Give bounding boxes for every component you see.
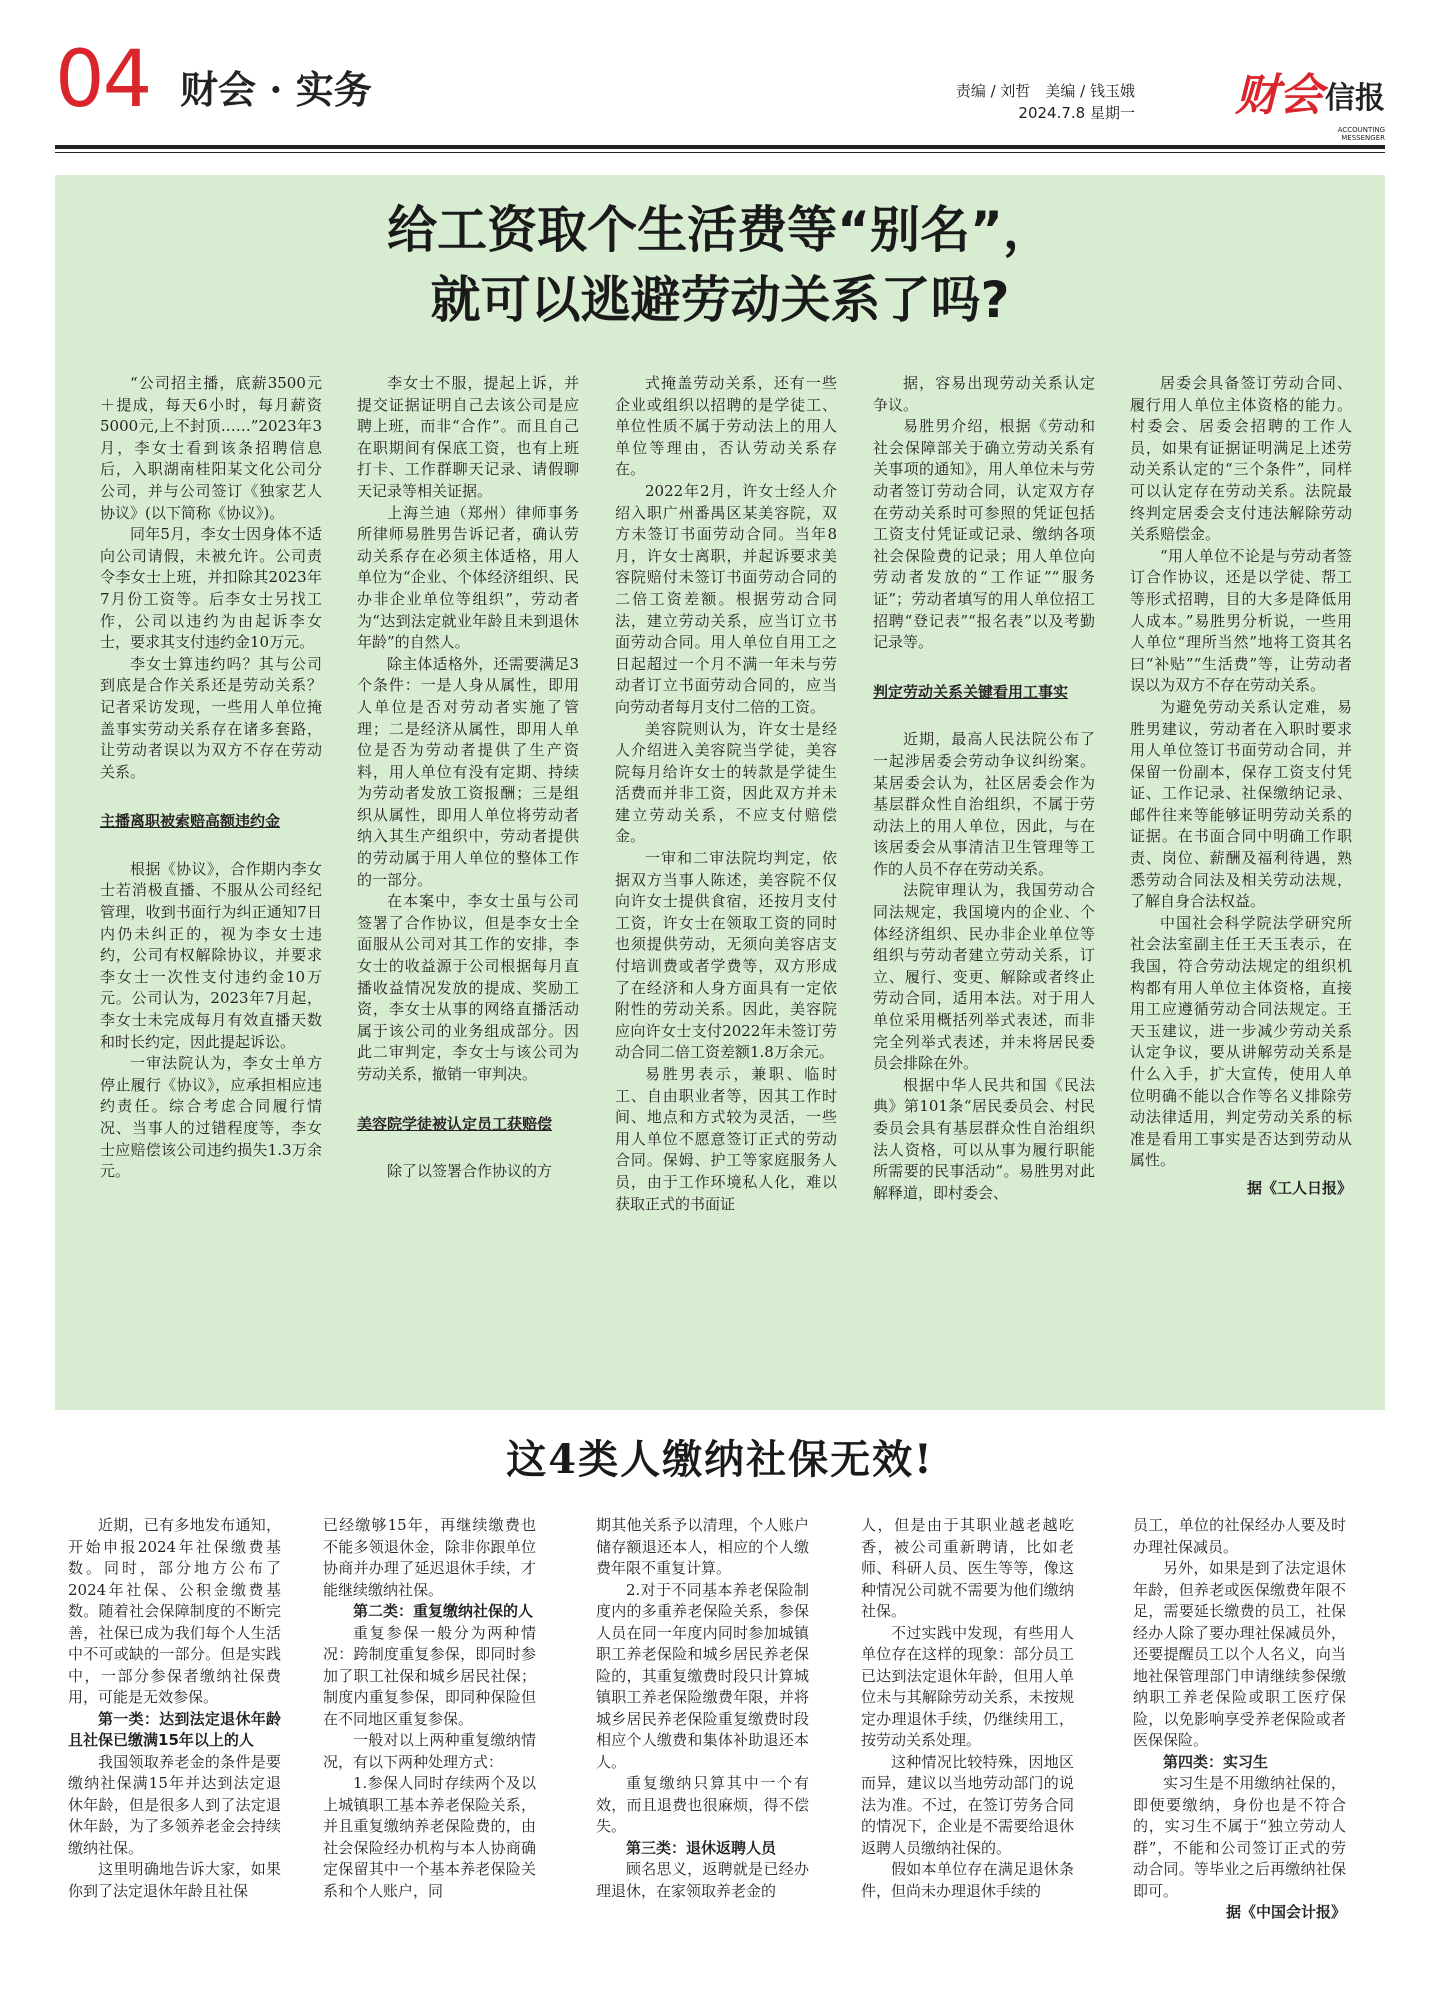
paragraph: 根据中华人民共和国《民法典》第101条“居民委员会、村民委员会具有基层群众性自治组织法人资格，可以从事为履行职能所需要的民事活动”。易胜男对此解释道，即村委会、 [873,1075,1095,1202]
story1-column-4 [873,373,1095,1204]
story1-column-1 [100,373,322,1183]
category-heading: 第三类：退休返聘人员 [626,1838,777,1857]
paragraph: 近期，最高人民法院公布了一起涉居委会劳动争议纠纷案。某居委会认为，社区居委会作为基层群众性自治组织，不属于劳动法上的用人单位，因此，与在该居委会从事清洁卫生管理等工作的人员不存在劳动关系。 [873,730,1095,878]
paragraph: 式掩盖劳动关系，还有一些企业或组织以招聘的是学徒工、单位性质不属于劳动法上的用人单位等理由，否认劳动关系存在。 [615,374,837,479]
paragraph: 易胜男表示，兼职、临时工、自由职业者等，因其工作时间、地点和方式较为灵活，一些用人单位不愿意签订正式的劳动合同。保姆、护工等家庭服务人员，由于工作环境私人化，难以获取正式的书面证 [615,1065,837,1213]
header-rule [55,145,1385,149]
paragraph: 这种情况比较特殊，因地区而异，建议以当地劳动部门的说法为准。不过，在签订劳务合同的情况下，企业是不需要给退休返聘人员缴纳社保的。 [861,1752,1074,1857]
subheading: 美容院学徒被认定员工获赔偿 [357,1114,553,1133]
subheading: 判定劳动关系关键看用工事实 [873,682,1069,701]
paragraph: 重复缴纳只算其中一个有效，而且退费也很麻烦，得不偿失。 [596,1774,809,1835]
story2-column-1 [68,1515,281,1902]
paragraph: 美容院则认为，许女士是经人介绍进入美容院当学徒，美容院每月给许女士的转款是学徒生活费而并非工资，因此双方并未建立劳动关系，不应支付赔偿金。 [615,719,837,846]
paragraph: 2022年2月，许女士经人介绍入职广州番禺区某美容院，双方未签订书面劳动合同。当年8月，许女士离职，并起诉要求美容院赔付未签订书面劳动合同的二倍工资差额。根据劳动合同法，建立劳动关系，应当订立书面劳动合同。用人单位自用工之日起超过一个月不满一年未与劳动者订立书面劳动合同的，应当向劳动者每月支付二倍的工资。 [615,481,837,716]
paragraph: 据，容易出现劳动关系认定争议。 [873,374,1095,414]
paragraph: 顾名思义，返聘就是已经办理退休，在家领取养老金的 [596,1860,809,1900]
category-heading: 第四类：实习生 [1163,1752,1269,1771]
paragraph: 李女士算违约吗？其与公司到底是合作关系还是劳动关系？记者采访发现，一些用人单位掩盖事实劳动关系存在诸多套路，让劳动者误以为双方不存在劳动关系。 [100,654,322,781]
paragraph: “用人单位不论是与劳动者签订合作协议，还是以学徒、帮工等形式招聘，目的大多是降低用人成本。”易胜男分析说，一些用人单位“理所当然”地将工资其名曰“补贴”“生活费”等，让劳动者误以为双方不存在劳动关系。 [1130,546,1352,695]
logo-red-text: 财会 [1235,70,1323,121]
story2-column-4 [861,1515,1074,1902]
paragraph: 根据《协议》，合作期内李女士若消极直播、不服从公司经纪管理，收到书面行为纠正通知7日内仍未纠正的，视为李女士违约，公司有权解除协议，并要求李女士一次性支付违约金10万元。公司认为，2023年7月起，李女士未完成每月有效直播天数和时长约定，因此提起诉讼。 [100,859,322,1051]
newspaper-logo [1235,70,1385,142]
paragraph: 为避免劳动关系认定难，易胜男建议，劳动者在入职时要求用人单位签订书面劳动合同，并保留一份副本，保存工资支付凭证、工作记录、社保缴纳记录、邮件往来等能够证明劳动关系的证据。在书面合同中明确工作职责、岗位、薪酬及福利待遇，熟悉劳动合同法及相关劳动法规，了解自身合法权益。 [1130,697,1352,911]
story1-column-5 [1130,373,1352,1200]
logo-english: ACCOUNTING MESSENGER [1337,126,1385,142]
paragraph: 易胜男介绍，根据《劳动和社会保障部关于确立劳动关系有关事项的通知》，用人单位未与劳动者签订劳动合同，认定双方存在劳动关系时可参照的凭证包括工资支付凭证或记录、缴纳各项社会保险费的记录；用人单位向劳动者发放的“工作证”“服务证”；劳动者填写的用人单位招工招聘“登记表”“报名表”以及考勤记录等。 [873,417,1095,652]
story1-column-3 [615,373,837,1215]
page-number: 04 [55,35,151,125]
header-rule-thin [55,152,1385,153]
category-heading: 第二类：重复缴纳社保的人 [353,1602,534,1620]
paragraph: 除了以签署合作协议的方 [387,1162,553,1181]
paragraph: 假如本单位存在满足退休条件，但尚未办理退休手续的 [861,1860,1074,1900]
story2-column-5 [1133,1515,1346,1924]
paragraph: 不过实践中发现，有些用人单位存在这样的现象：部分员工已达到法定退休年龄，但用人单位未与其解除劳动关系，未按规定办理退休手续，仍继续用工，按劳动关系处理。 [861,1623,1074,1749]
paragraph: 这里明确地告诉大家，如果你到了法定退休年龄且社保 [68,1860,281,1900]
story1-column-2 [357,373,579,1183]
category-heading: 第一类：达到法定退休年龄且社保已缴满15年以上的人 [68,1709,281,1749]
logo-black-text: 信报 [1325,81,1385,116]
paragraph: 人，但是由于其职业越老越吃香，被公司重新聘请，比如老师、科研人员、医生等等，像这种情况公司就不需要为他们缴纳社保。 [861,1516,1074,1620]
section-title: 财会 · 实务 [180,67,372,112]
story-labor-relations [55,175,1385,1410]
paragraph: 同年5月，李女士因身体不适向公司请假，未被允许。公司责令李女士上班，并扣除其2023年7月份工资等。后李女士另找工作，公司以违约为由起诉李女士，要求其支付违约金10万元。 [100,525,322,652]
paragraph: 除主体适格外，还需要满足3个条件：一是人身从属性，即用人单位是否对劳动者实施了管理；二是经济从属性，即用人单位是否为劳动者提供了生产资料，用人单位有没有定期、持续为劳动者发放工资报酬；三是组织从属性，即用人单位将劳动者纳入其生产组织中，劳动者提供的劳动属于用人单位的整体工作的一部分。 [357,654,579,889]
credits [956,80,1135,124]
paragraph: 已经缴够15年，再继续缴费也不能多领退休金，除非你跟单位协商并办理了延迟退休手续，才能继续缴纳社保。 [323,1516,536,1599]
paragraph: 我国领取养老金的条件是要缴纳社保满15年并达到法定退休年龄，但是很多人到了法定退休年龄，为了多领养老金会持续缴纳社保。 [68,1752,281,1857]
paragraph: 一审法院认为，李女士单方停止履行《协议》，应承担相应违约责任。综合考虑合同履行情况、当事人的过错程度等，李女士应赔偿该公司违约损失1.3万余元。 [100,1054,322,1181]
story2-body [68,1515,1388,1985]
paragraph: 期其他关系予以清理，个人账户储存额退还本人，相应的个人缴费年限不重复计算。 [596,1516,809,1577]
paragraph: 2.对于不同基本养老保险制度内的多重养老保险关系，参保人员在同一年度内同时参加城镇职工养老保险和城乡居民养老保险的，其重复缴费时段只计算城镇职工养老保险缴费年限，并将城乡居民养老保险重复缴费时段相应个人缴费和集体补助退还本人。 [596,1580,809,1771]
paragraph: 近期，已有多地发布通知，开始申报2024年社保缴费基数。同时，部分地方公布了2024年社保、公积金缴费基数。随着社会保障制度的不断完善，社保已成为我们每个人生活中不可或缺的一部分。但是实践中，一部分参保者缴纳社保费用，可能是无效参保。 [68,1516,281,1706]
story2-headline: 这4类人缴纳社保无效! [506,1436,934,1483]
paragraph: 李女士不服，提起上诉，并提交证据证明自己去该公司是应聘上班，而非“合作”。而且自己在职期间有保底工资，也有上班打卡、工作群聊天记录、请假聊天记录等相关证据。 [357,374,579,500]
paragraph: 居委会具备签订劳动合同、履行用人单位主体资格的能力。村委会、居委会招聘的工作人员，如果有证据证明满足上述劳动关系认定的“三个条件”，同样可以认定存在劳动关系。法院最终判定居委会支付违法解除劳动关系赔偿金。 [1130,374,1352,544]
paragraph: 实习生是不用缴纳社保的，即便要缴纳，身份也是不符合的，实习生不属于“独立劳动人群”，不能和公司签订正式的劳动合同。等毕业之后再缴纳社保即可。 [1133,1774,1346,1900]
editor-line: 责编 / 刘哲 美编 / 钱玉娥 [955,82,1135,100]
paragraph: 中国社会科学院法学研究所社会法室副主任王天玉表示，在我国，符合劳动法规定的组织机构都有用人单位主体资格，直接用工应遵循劳动合同法规定。王天玉建议，进一步减少劳动关系认定争议，要从讲解劳动关系是什么入手，扩大宣传，使用人单位明确不能以合作等名义排除劳动法律适用，判定劳动关系的标准是看用工事实是否达到劳动从属性。 [1130,913,1352,1170]
page-header [55,30,1385,142]
paragraph: 一审和二审法院均判定，依据双方当事人陈述，美容院不仅向许女士提供食宿，还按月支付工资，许女士在领取工资的同时也须提供劳动，无须向美容店支付培训费或者学费等，双方形成了在经济和人身方面具有一定依附性的劳动关系。因此，美容院应向许女士支付2022年未签订劳动合同二倍工资差额1.8万余元。 [615,849,837,1062]
story1-headline: 给工资取个生活费等“别名”， 就可以逃避劳动关系了吗? [387,201,1053,329]
story1-body [100,373,1385,1393]
story2-column-3 [596,1515,809,1902]
paragraph: 员工，单位的社保经办人要及时办理社保减员。 [1133,1516,1346,1556]
paragraph: 在本案中，李女士虽与公司签署了合作协议，但是李女士全面服从公司对其工作的安排，李女士的收益源于公司根据每月直播收益情况发放的提成、奖励工资，李女士从事的网络直播活动属于该公司的业务组成部分。因此二审判定，李女士与该公司为劳动关系，撤销一审判决。 [357,892,579,1083]
story1-source: 据《工人日报》 [1246,1178,1352,1197]
subheading: 主播离职被索赔高额违约金 [100,812,281,831]
paragraph: 上海兰迪（郑州）律师事务所律师易胜男告诉记者，确认劳动关系存在必须主体适格，用人单位为“企业、个体经济组织、民办非企业单位等组织”，劳动者为“达到法定就业年龄且未到退休年龄”的自然人。 [357,503,579,652]
paragraph: 1.参保人同时存续两个及以上城镇职工基本养老保险关系，并且重复缴纳养老保险费的，由社会保险经办机构与本人协商确定保留其中一个基本养老保险关系和个人账户，同 [323,1774,536,1900]
date-line: 2024.7.8 星期一 [1018,104,1135,122]
paragraph: 一般对以上两种重复缴纳情况，有以下两种处理方式： [323,1731,536,1771]
paragraph: 重复参保一般分为两种情况：跨制度重复参保，即同时参加了职工社保和城乡居民社保；制度内重复参保，即同种保险但在不同地区重复参保。 [323,1623,536,1728]
paragraph: 法院审理认为，我国劳动合同法规定，我国境内的企业、个体经济组织、民办非企业单位等组织与劳动者建立劳动关系，订立、履行、变更、解除或者终止劳动合同，适用本法。对于用人单位采用概括列举式表述，而非完全列举式表述，并未将居民委员会排除在外。 [873,881,1095,1073]
paragraph: 另外，如果是到了法定退休年龄，但养老或医保缴费年限不足，需要延长缴费的员工，社保经办人除了要办理社保减员外，还要提醒员工以个人名义，向当地社保管理部门申请继续参保缴纳职工养老保险或职工医疗保险，以免影响享受养老保险或者医保保险。 [1133,1559,1346,1749]
story2-column-2 [323,1515,536,1902]
story2-source: 据《中国会计报》 [1225,1903,1346,1921]
paragraph: “公司招主播，底薪3500元＋提成，每天6小时，每月薪资5000元,上不封顶……”2023年3月，李女士看到该条招聘信息后，入职湖南桂阳某文化公司分公司，并与公司签订《独家艺人协议》(以下简称《协议》)。 [100,374,322,522]
